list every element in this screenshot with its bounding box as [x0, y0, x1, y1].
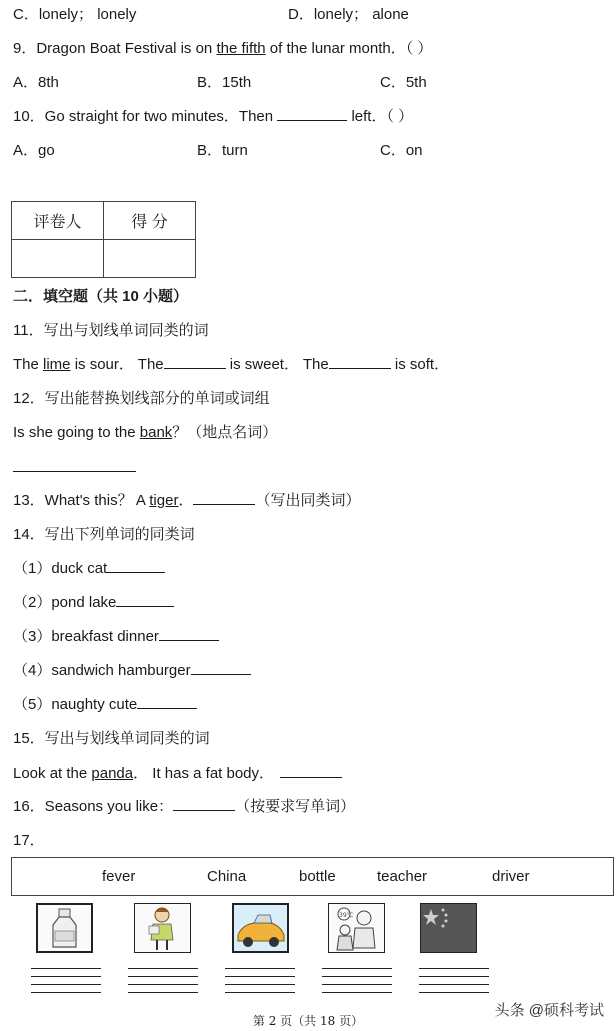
- q13-sentence: 13．What's this？ A tiger． （写出同类词）: [13, 492, 361, 509]
- q8-option-c: C．lonely； lonely: [13, 6, 137, 23]
- q9-question: 9．Dragon Boat Festival is on the fifth of the lunar month．（ ）: [13, 40, 433, 57]
- score-cell[interactable]: [104, 240, 196, 278]
- watermark: 头条 @硕科考试: [494, 1002, 604, 1019]
- q11-prompt: 11．写出与划线单词同类的词: [13, 322, 209, 339]
- q8-option-d: D．lonely； alone: [288, 6, 409, 23]
- q10-blank[interactable]: [277, 107, 347, 121]
- q12-sentence: Is she going to the bank？（地点名词）: [13, 424, 278, 441]
- q9-option-b: B．15th: [197, 74, 252, 91]
- q11-sentence: The lime is sour． The is sweet． The is soft．: [13, 356, 450, 373]
- page-footer: 第 2 页（共 18 页）: [252, 1014, 364, 1028]
- word-driver: driver: [492, 868, 530, 885]
- q11-blank-2[interactable]: [329, 355, 391, 369]
- q17-number: 17．: [13, 832, 45, 849]
- q14-blank-2[interactable]: [116, 593, 174, 607]
- q14-item-3: （3）breakfast dinner: [13, 627, 219, 647]
- driver-icon: [232, 903, 289, 953]
- q13-blank[interactable]: [193, 491, 255, 505]
- q14-item-4: （4）sandwich hamburger: [13, 661, 251, 681]
- q15-sentence: Look at the panda． It has a fat body．: [13, 764, 342, 784]
- fever-icon: [328, 903, 385, 953]
- q10-question: 10．Go straight for two minutes．Then left．（ ）: [13, 108, 414, 125]
- q14-blank-1[interactable]: [107, 559, 165, 573]
- q14-blank-5[interactable]: [137, 695, 197, 709]
- q14-item-5: （5）naughty cute: [13, 695, 197, 715]
- bottle-icon: [36, 903, 93, 953]
- q14-item-1: （1）duck cat: [13, 559, 165, 579]
- word-teacher: teacher: [377, 868, 428, 885]
- section-title: 二．填空题（共 10 小题）: [13, 288, 189, 305]
- word-fever: fever: [102, 868, 136, 885]
- q11-blank-1[interactable]: [164, 355, 226, 369]
- q14-item-2: （2）pond lake: [13, 593, 174, 613]
- q10-option-a: A．go: [13, 142, 55, 159]
- q15-blank[interactable]: [280, 764, 342, 778]
- q12-blank[interactable]: [13, 471, 136, 472]
- q16-sentence: 16．Seasons you like： （按要求写单词）: [13, 798, 356, 815]
- q16-blank[interactable]: [173, 797, 235, 811]
- q9-option-c: C．5th: [380, 74, 427, 91]
- score-table: [11, 201, 196, 278]
- china-flag-icon: [420, 903, 477, 953]
- q14-prompt: 14．写出下列单词的同类词: [13, 526, 195, 543]
- q12-prompt: 12．写出能替换划线部分的单词或词组: [13, 390, 270, 407]
- reviewer-cell[interactable]: [12, 240, 104, 278]
- word-bank-box: [11, 857, 614, 896]
- word-bottle: bottle: [299, 868, 336, 885]
- q9-option-a: A．8th: [13, 74, 59, 91]
- q14-blank-4[interactable]: [191, 661, 251, 675]
- q10-option-c: C．on: [380, 142, 423, 159]
- q15-prompt: 15．写出与划线单词同类的词: [13, 730, 210, 747]
- q14-blank-3[interactable]: [159, 627, 219, 641]
- teacher-icon: [134, 903, 191, 953]
- q10-option-b: B．turn: [197, 142, 248, 159]
- score-header: 得 分: [104, 202, 196, 240]
- svg-text:39℃: 39℃: [339, 912, 354, 919]
- reviewer-header: 评卷人: [12, 202, 104, 240]
- word-china: China: [207, 868, 247, 885]
